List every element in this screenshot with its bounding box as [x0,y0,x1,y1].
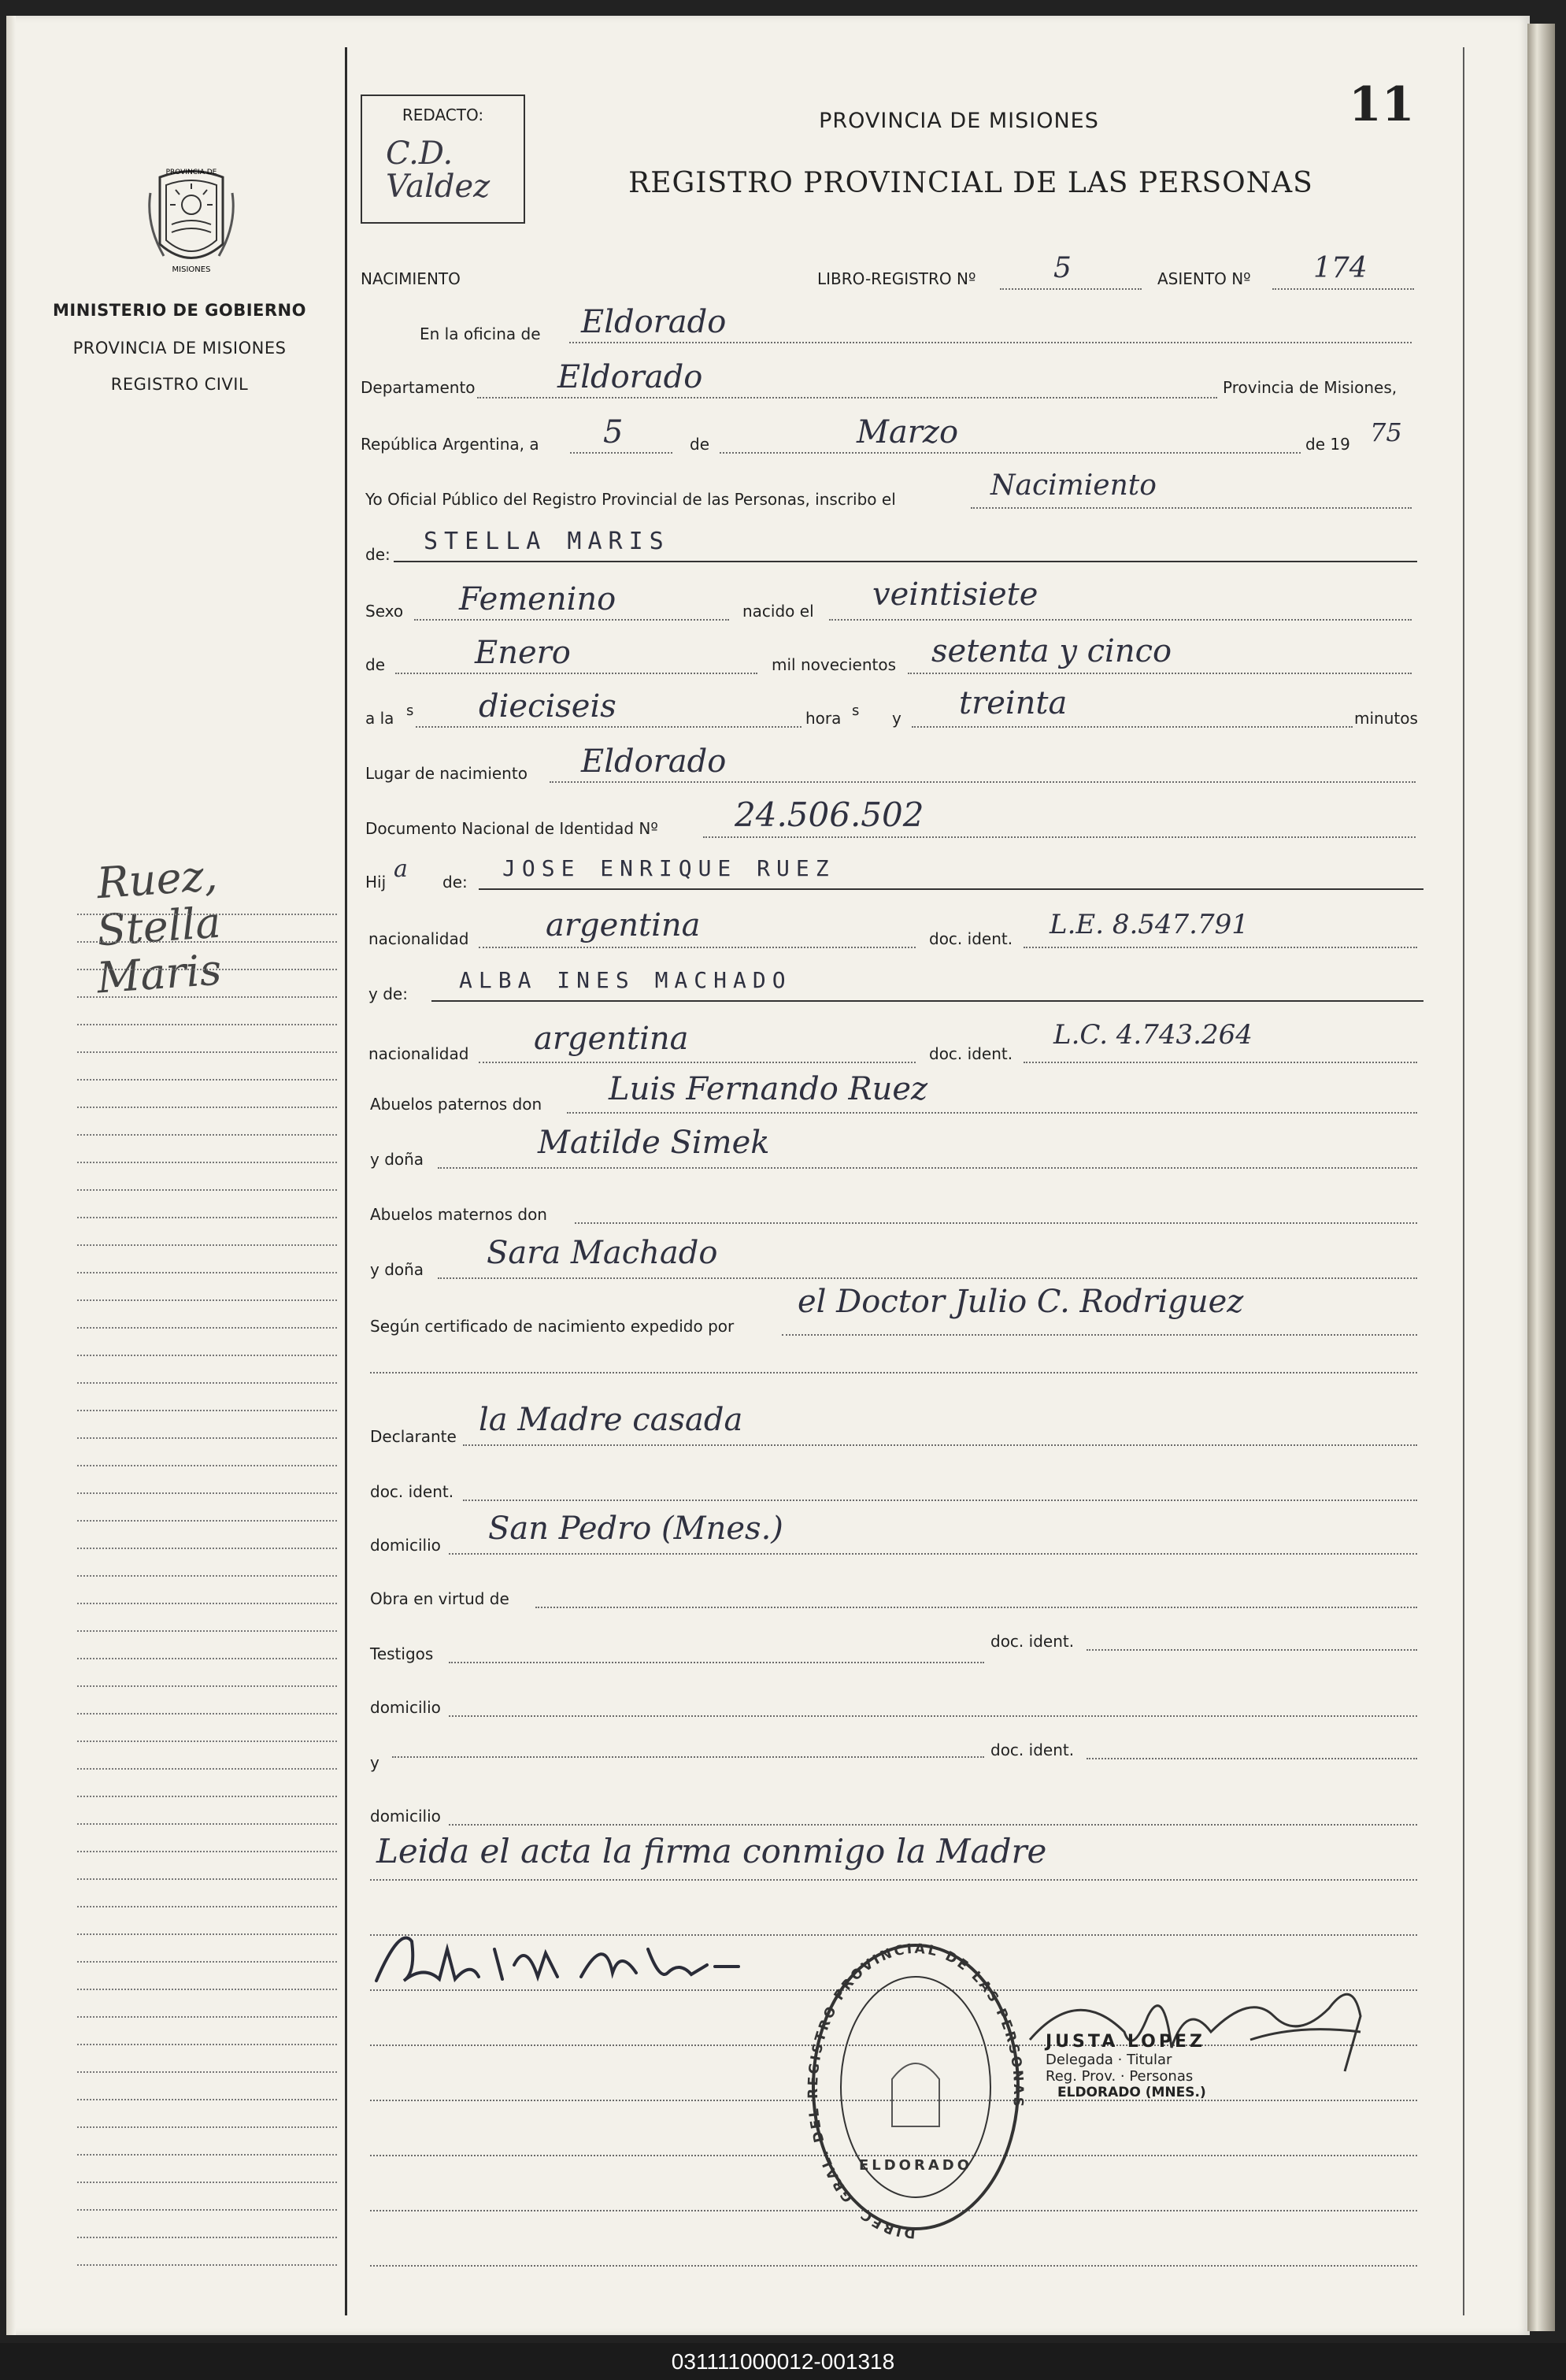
margin-line [77,2209,337,2211]
minutos-value: treinta [959,685,1068,721]
libro-value: 5 [1053,252,1072,284]
de3-label: de [365,655,385,674]
abm-dona-value: Sara Machado [487,1235,718,1271]
nac2-label: nacionalidad [368,1044,469,1063]
departamento-label: Departamento [361,378,476,397]
lugar-label: Lugar de nacimiento [365,764,528,783]
dotline [912,726,1353,728]
inscribo-label: Yo Oficial Público del Registro Provincial de las Personas, inscribo el [365,490,896,509]
registry-heading: REGISTRO PROVINCIAL DE LAS PERSONAS [628,167,1313,199]
yde-label: y de: [368,984,408,1003]
margin-note-first: Stella [94,897,223,956]
dotline [479,947,916,948]
observation-line [370,1879,1417,1881]
margin-line [77,1437,337,1439]
margin-line [77,996,337,998]
margin-line [77,1575,337,1577]
doc2-value: L.C. 4.743.264 [1053,1019,1253,1051]
margin-line [77,1327,337,1329]
official-title-2: Reg. Prov. · Personas [1046,2068,1194,2085]
dotline [463,1500,1417,1501]
register-page [6,16,1530,2335]
margin-line [77,1217,337,1218]
dotline [1024,1062,1417,1063]
sexo-label: Sexo [365,602,404,621]
padre-name: JOSE ENRIQUE RUEZ [502,855,835,881]
official-city: ELDORADO (MNES.) [1057,2085,1206,2100]
doc3-label: doc. ident. [990,1632,1075,1651]
doc2-label: doc. ident. [929,1044,1013,1063]
margin-line [77,2044,337,2045]
margin-line [77,1024,337,1025]
margin-line [77,1355,337,1356]
abp-dona-value: Matilde Simek [538,1125,770,1161]
dotline [1272,288,1414,290]
dotline [438,1277,1417,1279]
hij-suffix: a [394,855,408,883]
dotline [438,1167,1417,1169]
official-signature-block [1030,2032,1329,2100]
margin-line [77,1520,337,1522]
dotline [477,397,1217,399]
leida-text: Leida el acta la firma conmigo la Madre [376,1832,1047,1870]
mother-signature [368,1918,746,2004]
domicilio-label: domicilio [370,1536,441,1555]
cert-value: el Doctor Julio C. Rodriguez [798,1284,1244,1320]
horas-label: hora [805,709,842,728]
sidebar-civil: REGISTRO CIVIL [110,375,249,394]
dotline [720,452,1301,454]
redacto-label: REDACTO: [402,106,484,124]
svg-text:DIREC. GRAL. DEL REGISTRO PROV [805,1941,1026,2241]
dotline [908,673,1412,674]
margin-line [77,2182,337,2183]
margin-line [77,1162,337,1163]
oficina-value: Eldorado [581,304,727,340]
testigos-label: Testigos [370,1644,434,1663]
margin-note-second: Maris [94,944,224,1003]
republica-label: República Argentina, a [361,435,539,454]
margin-line [77,1961,337,1963]
page-number: 11 [1349,77,1415,132]
margin-line [77,1548,337,1549]
margin-line [77,1244,337,1246]
dotline [971,507,1412,509]
horas-suffix: s [852,703,860,719]
y2-label: y [370,1753,379,1772]
mil-label: mil novecientos [772,655,897,674]
margin-line [77,2071,337,2073]
ydona1-label: y doña [370,1150,424,1169]
column-divider [345,47,347,2315]
redacto-value: C.D. Valdez [386,135,491,205]
margin-line [77,1630,337,1632]
official-name: JUSTA LOPEZ [1046,2032,1205,2052]
margin-line [77,969,337,970]
dotline [449,1553,1417,1555]
abp-value: Luis Fernando Ruez [609,1071,928,1107]
record-type-label: NACIMIENTO [361,269,461,288]
margin-line [77,1492,337,1494]
cert-label: Según certificado de nacimiento expedido por [370,1317,735,1336]
margin-line [77,1299,337,1301]
margin-line [77,1685,337,1687]
margin-line [77,1741,337,1742]
obra-label: Obra en virtud de [370,1589,509,1608]
book-edge [1527,24,1555,2331]
margin-line [77,1272,337,1273]
nac2-value: argentina [534,1021,689,1057]
nac1-label: nacionalidad [368,929,469,948]
de-name-label: de: [365,545,391,564]
dotline [703,836,1416,838]
nacido-value: veintisiete [872,576,1038,613]
margin-line [77,1465,337,1466]
margin-line [77,1410,337,1411]
crest-text-top: PROVINCIA DE [165,169,217,176]
ydona2-label: y doña [370,1260,424,1279]
doc1-value: L.E. 8.547.791 [1050,909,1249,940]
margin-line [77,1933,337,1935]
dotline [1087,1758,1417,1759]
margin-line [77,1189,337,1191]
margin-line [77,1658,337,1659]
nac1-value: argentina [546,907,701,943]
archive-code: 031111000012-001318 [0,2343,1566,2380]
margin-line [77,1878,337,1880]
margin-line [77,1989,337,1990]
dotline [829,619,1412,621]
margin-line [77,2237,337,2238]
dotline [575,1222,1417,1224]
dni-value: 24.506.502 [735,795,924,834]
domicilio2-label: domicilio [370,1698,441,1717]
dotline [569,342,1412,343]
hij-label: Hij [365,873,387,892]
margin-line [77,1079,337,1081]
margin-line [77,1051,337,1053]
dotline [535,1607,1417,1608]
sidebar-province: PROVINCIA DE MISIONES [72,339,287,358]
doc4-label: doc. ident. [990,1741,1075,1759]
docid-label: doc. ident. [370,1482,454,1501]
departamento-value: Eldorado [557,359,703,395]
dotline [449,1824,1417,1826]
margin-line [77,1823,337,1825]
stamp-center-text: ELDORADO [858,2157,973,2174]
asiento-label: ASIENTO Nº [1157,269,1251,288]
redacto-box [361,95,525,224]
dotline [570,452,672,454]
declarante-value: la Madre casada [479,1402,743,1438]
provincia-label: Provincia de Misiones, [1223,378,1398,397]
margin-line [77,1906,337,1907]
dotline [550,781,1416,783]
domicilio3-label: domicilio [370,1807,441,1826]
ala-label: a la [365,709,394,728]
dotline [392,1756,984,1758]
dotline [1087,1649,1417,1651]
hora-value: dieciseis [479,688,616,725]
anio-nac-value: setenta y cinco [931,633,1172,669]
margin-line [77,1603,337,1604]
de-label: de [690,435,709,454]
margin-line [77,1768,337,1770]
minutos-label: minutos [1354,709,1418,728]
domicilio-value: San Pedro (Mnes.) [488,1511,783,1547]
dotline [370,1372,1417,1374]
province-heading: PROVINCIA DE MISIONES [819,109,1099,133]
dotline [449,1715,1417,1717]
anio-label: de 19 [1305,435,1350,454]
padre-underline [479,888,1423,890]
y-label: y [892,709,901,728]
abm-label: Abuelos maternos don [370,1205,547,1224]
fecha-anio: 75 [1370,417,1402,447]
margin-line [77,1382,337,1384]
libro-label: LIBRO-REGISTRO Nº [817,269,976,288]
ala-suffix: s [406,703,414,719]
dotline [479,1062,916,1063]
stamp-ring-text: DIREC. GRAL. DEL REGISTRO PROVINCIAL DE LAS PERSONAS [805,1941,1026,2241]
margin-line [77,2016,337,2018]
name-underline [394,561,1417,562]
dotline [1024,947,1417,948]
ministry-label: MINISTERIO DE GOBIERNO [53,301,306,320]
sexo-value: Femenino [459,581,616,617]
provincial-crest-icon [144,161,239,280]
mes-nac-value: Enero [475,635,571,671]
dotline [567,1112,1417,1114]
observation-line [370,2265,1417,2267]
margin-line [77,1134,337,1136]
page-gutter [6,16,16,2335]
margin-line [77,941,337,943]
margin-note-surname: Ruez, [94,850,220,909]
lugar-value: Eldorado [581,743,727,780]
crest-text-bottom: MISIONES [172,265,211,274]
madre-underline [431,1000,1423,1002]
margin-line [77,2264,337,2266]
de4-label: de: [442,873,468,892]
dotline [449,1662,984,1663]
dotline [395,673,757,674]
abp-label: Abuelos paternos don [370,1095,542,1114]
dotline [1000,288,1142,290]
dotline [782,1334,1417,1336]
margin-line [77,1713,337,1715]
dotline [416,726,802,728]
dotline [414,619,729,621]
asiento-value: 174 [1313,252,1368,284]
inscribo-value: Nacimiento [990,469,1157,502]
child-name: STELLA MARIS [424,528,670,555]
fecha-mes: Marzo [857,414,959,450]
margin-line [77,914,337,915]
dni-label: Documento Nacional de Identidad Nº [365,819,658,838]
doc1-label: doc. ident. [929,929,1013,948]
fecha-dia: 5 [603,414,624,450]
margin-line [77,1796,337,1797]
oficina-label: En la oficina de [420,324,541,343]
madre-name: ALBA INES MACHADO [459,967,792,993]
margin-line [77,1107,337,1108]
margin-line [77,2154,337,2156]
dotline [463,1444,1417,1446]
margin-line [77,2099,337,2100]
nacido-label: nacido el [742,602,814,621]
declarante-label: Declarante [370,1427,457,1446]
official-title-1: Delegada · Titular [1046,2052,1172,2068]
margin-line [77,2126,337,2128]
registry-stamp [805,1930,1026,2245]
right-margin-line [1463,47,1464,2315]
margin-line [77,1851,337,1852]
